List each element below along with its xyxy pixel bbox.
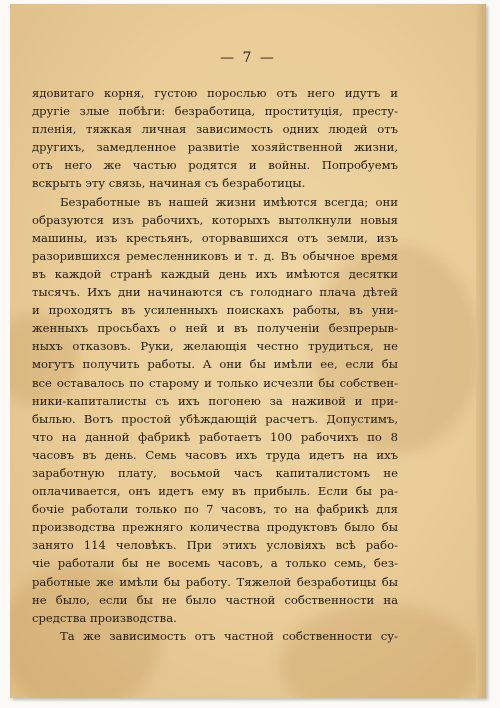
text-line: могутъ получить работы. А они бы имѣли ее, если бы: [32, 357, 398, 372]
text-line: другіе злые побѣги: безработица, проституція, престу-: [32, 104, 398, 119]
text-line: пленія, тяжкая личная зависимость одних людей отъ: [32, 122, 398, 137]
text-line: занято 114 человѣкъ. При этихъ условіяхъ всѣ рабо-: [32, 538, 398, 553]
page-number: — 7 —: [220, 50, 276, 66]
text-line: все оставалось по старому и только исчезли бы собствен-: [32, 375, 398, 390]
text-line: женныхъ просьбахъ о ней и въ полученіи безпрерыв-: [32, 321, 398, 336]
text-line: машины, изъ крестьянъ, оторвавшихся отъ земли, изъ: [32, 230, 398, 245]
text-line: другихъ, замедленное развитіе хозяйственной жизни,: [32, 140, 398, 155]
text-line: и проходятъ въ усиленныхъ поискахъ работы, въ уни-: [32, 303, 398, 318]
book-page: [10, 4, 486, 698]
text-line: былью. Вотъ простой убѣждающій расчетъ. Допустимъ,: [32, 411, 398, 426]
text-line: заработную плату, восьмой часъ капиталистомъ не: [32, 465, 398, 480]
text-line: вскрыть эту связь, начиная съ безработицы.: [32, 176, 306, 191]
page-edge: [476, 4, 486, 698]
text-line: производства прежняго количества продуктовъ было бы: [32, 520, 398, 535]
text-line: Безработные въ нашей жизни имѣются всегда; они: [60, 194, 398, 209]
text-line: часовъ въ день. Семь часовъ ихъ труда идетъ на ихъ: [32, 447, 398, 462]
text-line: ныхъ отказовъ. Руки, желающія честно трудиться, не: [32, 339, 398, 354]
text-line: тысячъ. Ихъ дни начинаются съ голоднаго плача дѣтей: [32, 285, 398, 300]
text-line: отъ него же частью родятся и войны. Попробуемъ: [32, 158, 398, 173]
text-line: ядовитаго корня, густою порослью отъ него идутъ и: [32, 86, 398, 100]
text-line: что на данной фабрикѣ работаетъ 100 рабочихъ по 8: [32, 429, 398, 444]
text-line: работные же имѣли бы работу. Тяжелой безработицы бы: [32, 574, 398, 589]
body-text: [32, 84, 398, 645]
text-line: разорившихся ремесленниковъ и т. д. Въ обычное время: [32, 248, 398, 263]
text-line: въ каждой странѣ каждый день ихъ имѣются десятки: [32, 266, 398, 281]
text-line: бочіе работали только по 7 часовъ, то на фабрикѣ для: [32, 502, 398, 517]
text-line: чіе работали бы не восемь часовъ, а только семь, без-: [32, 556, 398, 571]
text-line: не было, если бы не было частной собственности на: [32, 592, 398, 607]
text-line: средства производства.: [32, 610, 177, 625]
text-line: ники-капиталисты съ ихъ погонею за наживой и при-: [32, 393, 398, 408]
text-line: образуются изъ рабочихъ, которыхъ вытолкнули новыя: [32, 212, 398, 227]
text-line: оплачивается, онъ идетъ ему въ прибыль. Если бы ра-: [32, 484, 398, 499]
text-line: Та же зависимость отъ частной собственности су-: [60, 628, 398, 643]
